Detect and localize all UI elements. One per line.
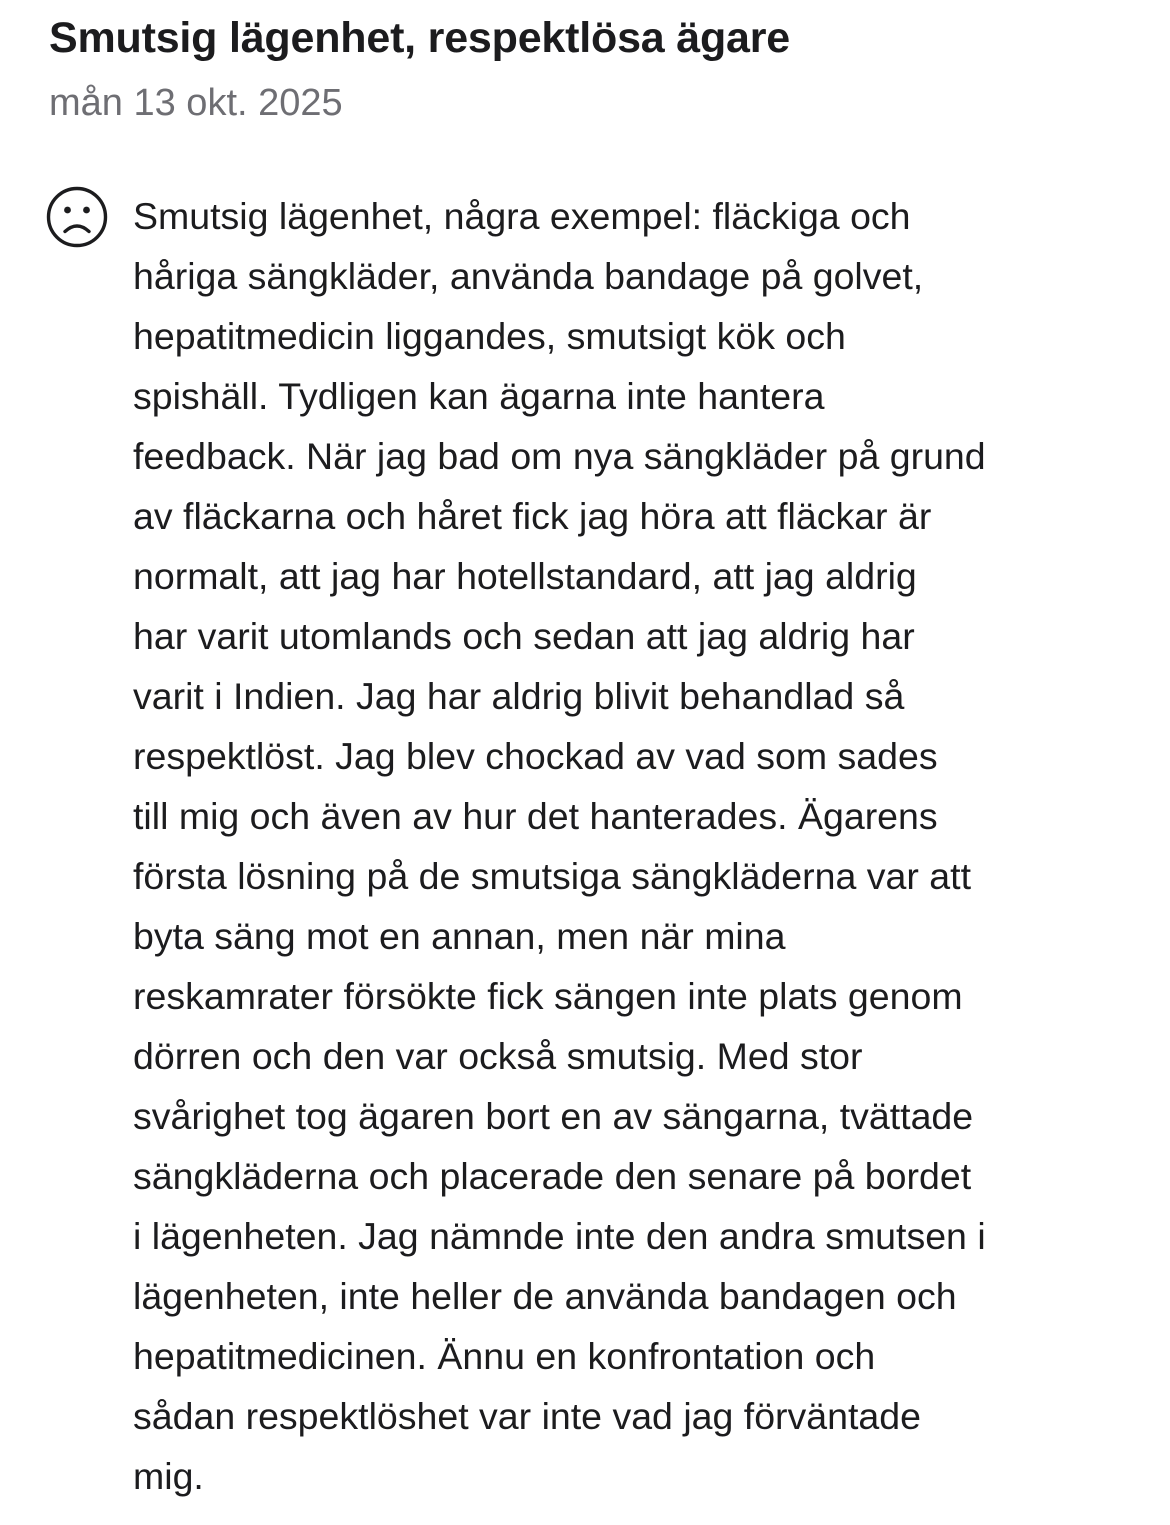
review-text-line: håriga sängkläder, använda bandage på golvet, bbox=[133, 255, 924, 297]
review-text-line: varit i Indien. Jag har aldrig blivit behandlad så bbox=[133, 675, 905, 717]
review-text-line: respektlöst. Jag blev chockad av vad som sades bbox=[133, 735, 938, 777]
review-text-line: har varit utomlands och sedan att jag aldrig har bbox=[133, 615, 915, 657]
review-text-line: i lägenheten. Jag nämnde inte den andra smutsen i bbox=[133, 1215, 986, 1257]
review-text-line: mig. bbox=[133, 1455, 204, 1497]
review-text-line: till mig och även av hur det hanterades. Ägarens bbox=[133, 795, 938, 837]
review-text-line: av fläckarna och håret fick jag höra att fläckar är bbox=[133, 495, 932, 537]
review-text-line: reskamrater försökte fick sängen inte plats genom bbox=[133, 975, 963, 1017]
review-text-line: spishäll. Tydligen kan ägarna inte hantera bbox=[133, 375, 825, 417]
review-text-line: hepatitmedicinen. Ännu en konfrontation och bbox=[133, 1335, 876, 1377]
review-text-line: feedback. När jag bad om nya sängkläder på grund bbox=[133, 435, 986, 477]
sad-face-icon bbox=[46, 186, 108, 248]
review-text-line: hepatitmedicin liggandes, smutsigt kök och bbox=[133, 315, 846, 357]
review-text-line: svårighet tog ägaren bort en av sängarna, tvättade bbox=[133, 1095, 974, 1137]
review-text-line: dörren och den var också smutsig. Med stor bbox=[133, 1035, 863, 1077]
review-text-line: byta säng mot en annan, men när mina bbox=[133, 915, 786, 957]
review-date: mån 13 okt. 2025 bbox=[49, 82, 343, 124]
review-text-line: lägenheten, inte heller de använda bandagen och bbox=[133, 1275, 957, 1317]
review-title: Smutsig lägenhet, respektlösa ägare bbox=[49, 14, 790, 62]
review-text-line: Smutsig lägenhet, några exempel: fläckiga och bbox=[133, 195, 911, 237]
review-text-line: normalt, att jag har hotellstandard, att jag aldrig bbox=[133, 555, 917, 597]
review-text-line: sängkläderna och placerade den senare på bordet bbox=[133, 1155, 972, 1197]
review-body bbox=[133, 186, 1133, 1506]
review-text-line: första lösning på de smutsiga sängkläderna var att bbox=[133, 855, 971, 897]
review-text-line: sådan respektlöshet var inte vad jag förväntade bbox=[133, 1395, 921, 1437]
